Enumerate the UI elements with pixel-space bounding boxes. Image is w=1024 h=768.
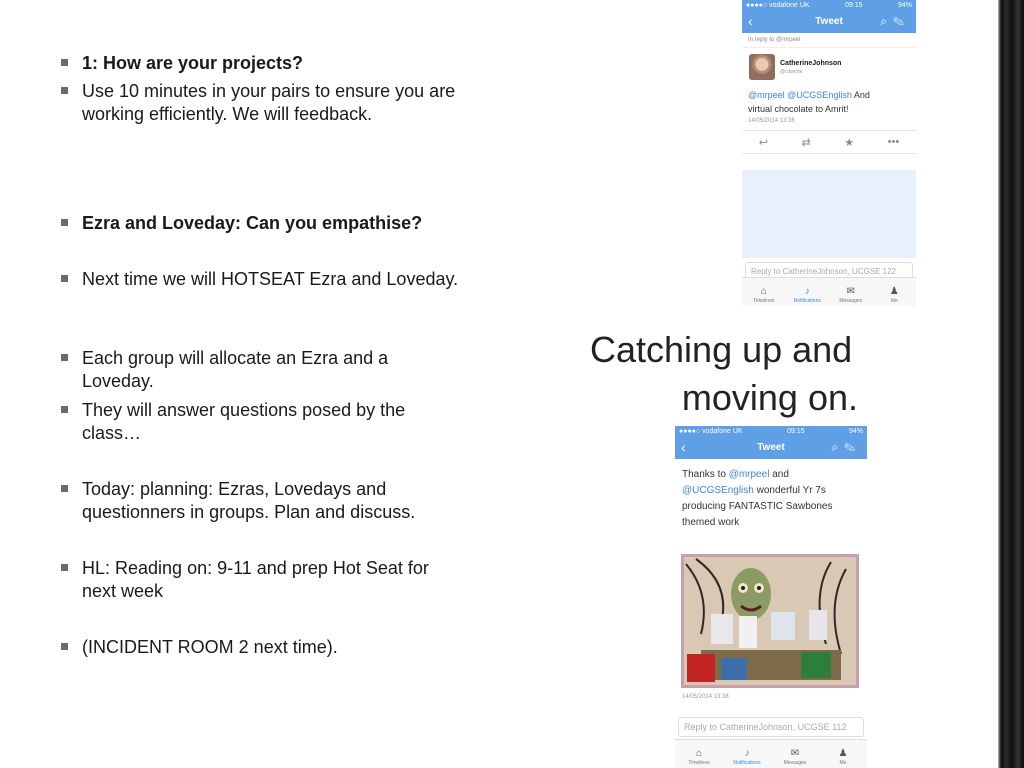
nav-bar: ‹ Tweet ⌕✎	[675, 437, 867, 459]
bullet-marker	[61, 564, 68, 571]
person-icon: ♟	[889, 286, 899, 297]
tab-messages[interactable]: ✉ Messages	[831, 286, 871, 304]
search-icon[interactable]: ⌕	[880, 14, 894, 28]
bullet-item: HL: Reading on: 9-11 and prep Hot Seat for next week	[60, 557, 460, 603]
tweet-text: Thanks to @mrpeel and @UCGSEnglish wonderful Yr 7s producing FANTASTIC Sawbones themed work	[682, 469, 833, 528]
tweet-photo[interactable]	[681, 554, 859, 688]
bullet-marker	[61, 87, 68, 94]
home-icon: ⌂	[760, 286, 767, 297]
tab-timelines[interactable]: ⌂ Timelines	[679, 748, 719, 766]
blank-area	[742, 170, 916, 258]
decorative-edge	[988, 0, 1024, 768]
bullet-marker	[61, 406, 68, 413]
tweet-screenshot-2	[675, 426, 867, 768]
bullet-item: Each group will allocate an Ezra and a Loveday.	[60, 347, 460, 393]
tweet-text: @mrpeel @UCGSEnglish And virtual chocolate to Amrit!	[748, 90, 870, 114]
back-arrow-icon[interactable]: ‹	[748, 13, 753, 29]
back-arrow-icon[interactable]: ‹	[681, 439, 686, 455]
tab-notifications[interactable]: ♪ Notifications	[787, 286, 827, 304]
tab-bar	[742, 277, 916, 306]
tweet-actions	[742, 130, 916, 154]
bell-icon: ♪	[804, 286, 810, 297]
bullet-item: Next time we will HOTSEAT Ezra and Loveday.	[60, 268, 460, 291]
reply-input[interactable]: Reply to CatherineJohnson, UCGSE 122	[745, 262, 913, 282]
bullet-marker	[61, 59, 68, 66]
envelope-icon: ✉	[846, 286, 855, 297]
home-icon: ⌂	[695, 748, 703, 759]
bullet-item: 1: How are your projects?	[60, 52, 460, 75]
envelope-icon: ✉	[790, 748, 800, 759]
bullet-marker	[61, 275, 68, 282]
in-reply-to: In reply to @mrpeel	[742, 33, 916, 48]
bullet-marker	[61, 354, 68, 361]
tab-notifications[interactable]: ♪ Notifications	[727, 748, 767, 766]
bullet-marker	[61, 643, 68, 650]
retweet-icon[interactable]: ⇄	[801, 136, 811, 149]
slide-title: Catching up and moving on.	[590, 329, 858, 418]
avatar[interactable]	[749, 54, 775, 80]
tweet-author: CatherineJohnson @cdwrote	[742, 48, 916, 88]
bullet-marker	[61, 485, 68, 492]
tab-me[interactable]: ♟ Me	[874, 286, 914, 304]
reply-input[interactable]: Reply to CatherineJohnson, UCGSE 112	[678, 717, 864, 737]
artwork-image	[681, 554, 859, 688]
person-icon: ♟	[838, 748, 848, 759]
bell-icon: ♪	[744, 748, 750, 759]
tab-me[interactable]: ♟ Me	[823, 748, 863, 766]
bullet-item: They will answer questions posed by the class…	[60, 399, 460, 445]
search-icon[interactable]: ⌕	[831, 440, 845, 454]
compose-icon[interactable]: ✎	[893, 14, 910, 28]
bullet-item: Today: planning: Ezras, Lovedays and questionners in groups. Plan and discuss.	[60, 478, 460, 524]
bullet-item: Use 10 minutes in your pairs to ensure you are working efficiently. We will feedback.	[60, 80, 460, 126]
bullet-item: (INCIDENT ROOM 2 next time).	[60, 636, 460, 659]
tweet-date: 14/05/2014 13:38	[682, 694, 729, 700]
nav-bar: ‹ Tweet ⌕✎	[742, 11, 916, 33]
status-bar: ●●●●○ vodafone UK 09:15 94%	[742, 0, 916, 11]
favorite-icon[interactable]: ★	[844, 136, 855, 149]
reply-icon[interactable]: ↩	[758, 136, 768, 149]
more-icon[interactable]: •••	[887, 136, 900, 148]
tweet-date: 14/05/2014 13:36	[748, 118, 795, 124]
tweet-screenshot-1	[742, 0, 916, 306]
tab-timelines[interactable]: ⌂ Timelines	[744, 286, 784, 304]
compose-icon[interactable]: ✎	[844, 440, 861, 454]
bullet-item: Ezra and Loveday: Can you empathise?	[60, 212, 460, 235]
bullet-marker	[61, 219, 68, 226]
tab-messages[interactable]: ✉ Messages	[775, 748, 815, 766]
tab-bar	[675, 739, 867, 768]
status-bar: ●●●●○ vodafone UK 09:15 94%	[675, 426, 867, 437]
